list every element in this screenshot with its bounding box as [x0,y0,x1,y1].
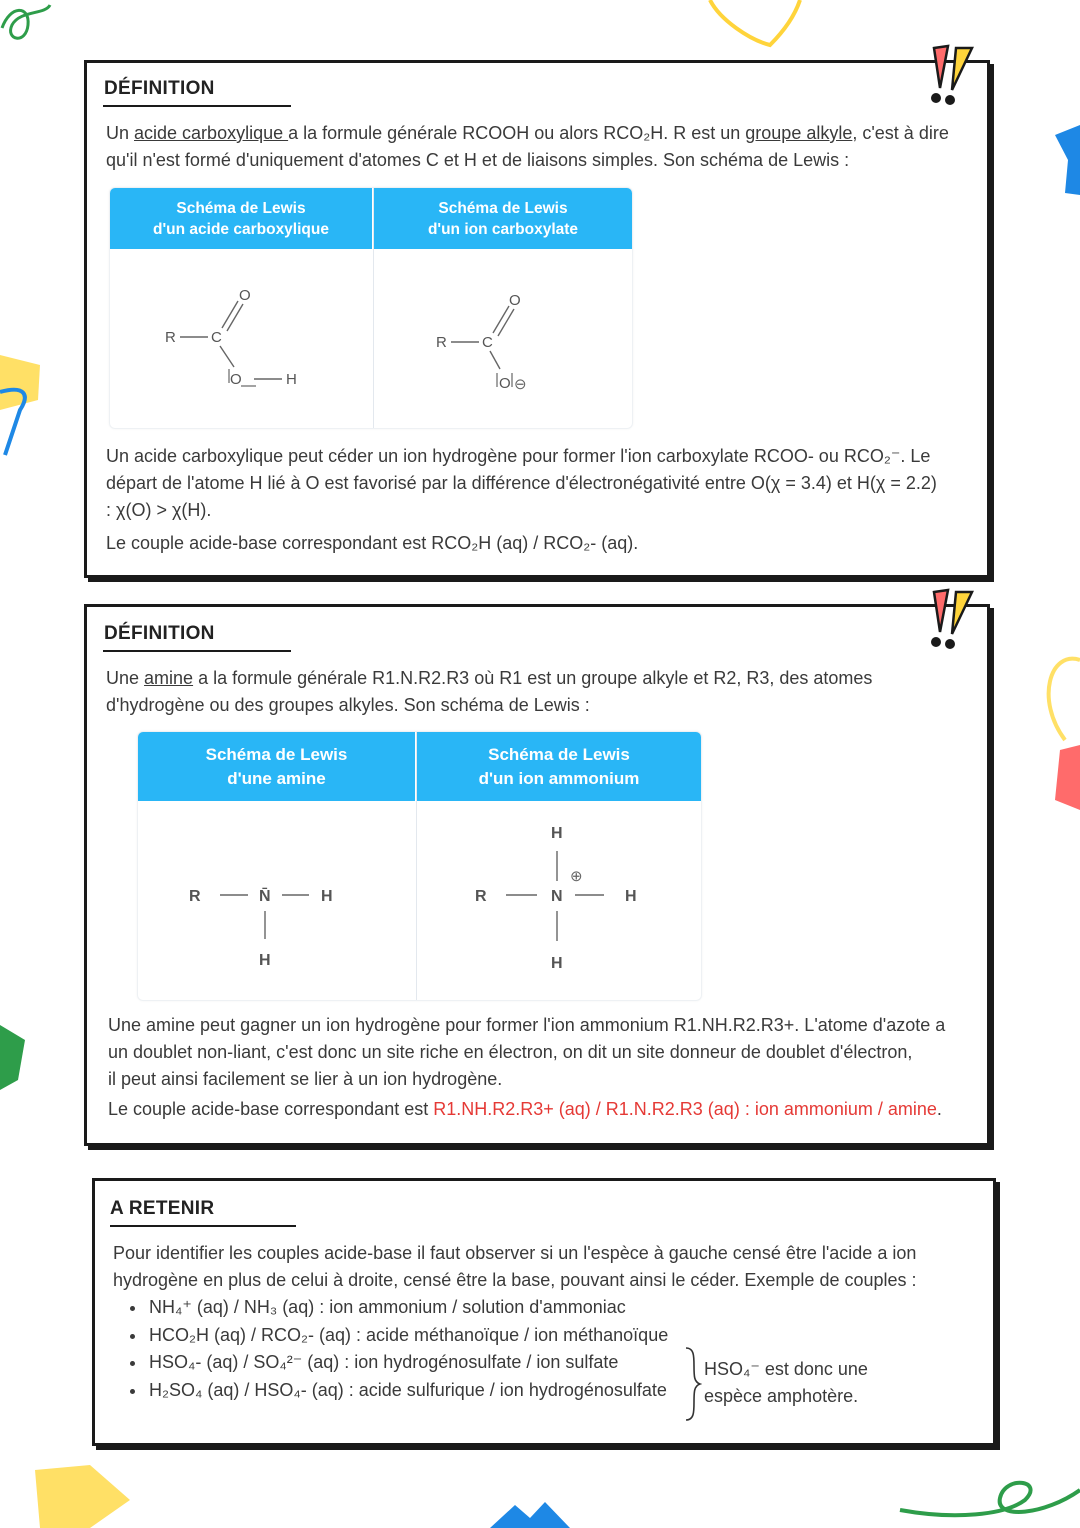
term-acide-carboxylique: acide carboxylique [134,123,289,143]
atom-H: H [625,888,637,905]
retenir-heading: A RETENIR [110,1198,215,1219]
term-groupe-alkyle: groupe alkyle [745,123,853,143]
definition-heading: DÉFINITION [104,78,215,99]
atom-H: H [286,371,297,388]
list-item: • NH₄⁺ (aq) / NH₃ (aq) : ion ammonium / solution d'ammoniac [147,1294,727,1322]
decorative-yellow-loop-right [1030,650,1080,810]
lewis-structure-carboxylic-acid [110,249,372,428]
atom-R: R [189,888,201,905]
heading-underline [103,105,291,107]
list-item: • H₂SO₄ (aq) / HSO₄- (aq) : acide sulfurique / ion hydrogénosulfate [147,1377,727,1405]
atom-H: H [321,888,333,905]
atom-O: O [509,292,521,309]
lewis-structure-carboxylate-ion [374,249,632,428]
lewis-table-carboxylic [109,187,633,429]
decorative-blue-shape-right [1050,125,1080,195]
atom-O: O [239,287,251,304]
decorative-heart-top [700,0,810,50]
atom-R: R [165,329,176,346]
atom-R: R [436,334,447,351]
decorative-green-shape-left [0,1020,30,1090]
list-item: • HCO₂H (aq) / RCO₂- (aq) : acide méthanoïque / ion méthanoïque [147,1322,727,1350]
definition-heading: DÉFINITION [104,623,215,644]
definition-paragraph-1: Une amine a la formule générale R1.N.R2.R3 où R1 est un groupe alkyle et R2, R3, des atomes d'hydrogène ou des groupes alkyles. Son schéma de Lewis : [106,668,873,715]
definition-paragraph-2: Un acide carboxylique peut céder un ion hydrogène pour former l'ion carboxylate RCOO- ou RCO₂⁻. Le départ de l'atome H lié à O est favorisé par la différence d'électronégativité entre O(χ = 3.4) et H(χ = 2.2) : χ(O) > χ(H). Le couple acide-base correspondant est RCO₂H (aq) / RCO₂- (aq). [106,446,937,553]
atom-N: N [551,888,563,905]
exclamation-icon [920,586,980,651]
positive-charge-icon: ⊕ [570,868,583,885]
decorative-yellow-shape-left [0,350,45,460]
atom-O-hydroxyl: O [230,371,242,388]
atom-C: C [482,334,493,351]
definition-paragraph-1: Un acide carboxylique a la formule générale RCOOH ou alors RCO₂H. R est un groupe alkyle, c'est à dire qu'il n'est formé d'uniquement d'atomes C et H et de liaisons simples. Son schéma de Lewis : [106,123,949,170]
lewis-structure-ammonium-ion [417,801,701,1000]
retenir-paragraph: Pour identifier les couples acide-base il faut observer si un l'espèce à gauche censé être l'acide a ion hydrogène en plus de celui à droite, censé être la base, pouvant ainsi le céder. Exemple de couples : [113,1243,917,1290]
curly-brace-icon [682,1346,702,1422]
definition-paragraph-2: Une amine peut gagner un ion hydrogène pour former l'ion ammonium R1.NH.R2.R3+. L'atome d'azote a un doublet non-liant, c'est donc un site riche en électron, on dit un site donneur de doublet d'électron, il peut ainsi facilement se lier à un ion hydrogène. Le couple acide-base correspondant est R1.NH.R2.R3+ (aq) / R1.N.R2.R3 (aq) : ion ammonium / amine. [108,1015,946,1119]
heading-underline [103,650,291,652]
atom-C: C [211,329,222,346]
decorative-green-scribble-bottom-right [895,1460,1080,1528]
atom-H: H [259,952,271,969]
table-header-acid: Schéma de Lewis d'un acide carboxylique [110,188,372,249]
atom-N: N̄ [259,888,271,905]
atom-O-negative: O [499,375,511,392]
table-header-carboxylate: Schéma de Lewis d'un ion carboxylate [374,188,632,249]
decorative-swirl-top-left [0,0,60,55]
exclamation-icon [920,42,980,107]
lewis-table-amine [137,731,702,1001]
lewis-structure-amine [138,801,415,1000]
acid-base-couple-highlight: R1.NH.R2.R3+ (aq) / R1.N.R2.R3 (aq) : ion ammonium / amine [433,1099,937,1119]
heading-underline [110,1225,296,1227]
atom-H: H [551,955,563,972]
list-item: • HSO₄- (aq) / SO₄²⁻ (aq) : ion hydrogénosulfate / ion sulfate [147,1349,727,1377]
atom-R: R [475,888,487,905]
atom-H: H [551,825,563,842]
decorative-yellow-shape-bottom-left [30,1465,130,1528]
amphoteric-note: HSO₄⁻ est donc une espèce amphotère. [704,1359,868,1406]
term-amine: amine [144,668,194,688]
table-header-ammonium: Schéma de Lewis d'un ion ammonium [417,732,701,801]
decorative-blue-shape-bottom [490,1500,570,1528]
couples-list [115,1294,727,1404]
negative-charge-icon: ⊖ [514,376,527,393]
table-header-amine: Schéma de Lewis d'une amine [138,732,415,801]
